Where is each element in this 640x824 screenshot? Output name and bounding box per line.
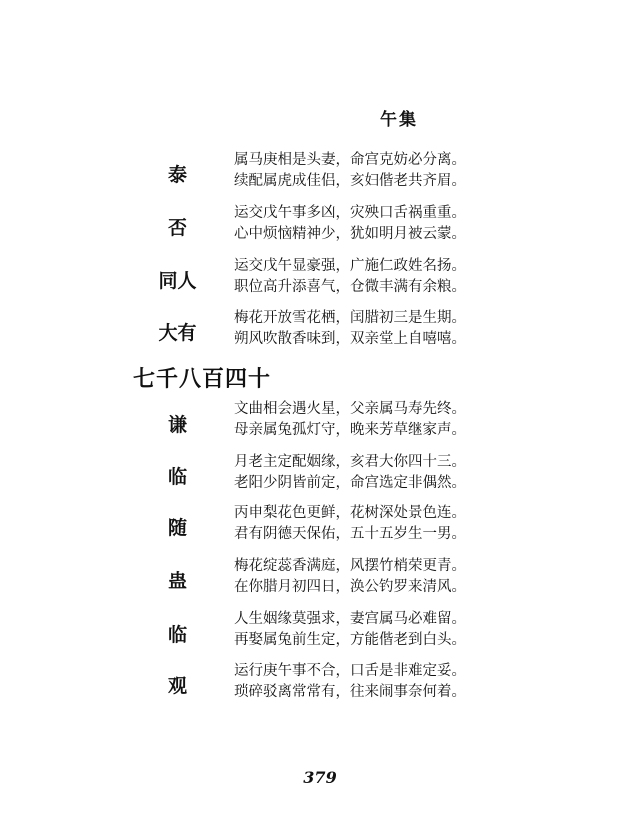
entry-label: 谦 bbox=[167, 414, 187, 436]
verse-line: 运行庚午事不合，口舌是非难定妥。 bbox=[234, 663, 466, 679]
entry-label: 随 bbox=[167, 517, 187, 539]
verse-line: 续配属虎成佳侣，亥妇偕老共齐眉。 bbox=[234, 173, 466, 189]
entry-verse bbox=[234, 609, 466, 651]
verse-line: 梅花开放雪花栖，闰腊初三是生期。 bbox=[234, 310, 466, 326]
verse-line: 人生姻缘莫强求，妻宫属马必难留。 bbox=[234, 611, 466, 627]
entry-label: 大有 bbox=[158, 322, 197, 344]
verse-line: 运交戊午事多凶，灾殃口舌祸重重。 bbox=[234, 205, 466, 221]
verse-line: 琐碎驳离常常有，往来闹事奈何着。 bbox=[234, 684, 466, 700]
entry-label: 临 bbox=[167, 624, 187, 646]
verse-line: 文曲相会遇火星，父亲属马寿先终。 bbox=[234, 401, 466, 417]
entry-verse bbox=[234, 203, 466, 245]
verse-line: 属马庚相是头妻，命宫克妨必分离。 bbox=[234, 152, 466, 168]
entry-verse bbox=[234, 399, 466, 441]
entry-label: 否 bbox=[167, 217, 187, 239]
entry-label: 同人 bbox=[158, 270, 197, 292]
entry-verse bbox=[234, 256, 466, 298]
verse-line: 心中烦恼精神少，犹如明月被云蒙。 bbox=[234, 226, 466, 242]
verse-line: 丙申梨花色更鲜，花树深处景色连。 bbox=[234, 505, 466, 521]
entry-verse bbox=[234, 452, 466, 494]
entry-label: 泰 bbox=[167, 164, 187, 186]
verse-line: 梅花绽蕊香满庭，风摆竹梢荣更青。 bbox=[234, 558, 466, 574]
verse-line: 朔风吹散香味到，双亲堂上自嘻嘻。 bbox=[234, 331, 466, 347]
verse-line: 运交戊午显豪强，广施仁政姓名扬。 bbox=[234, 258, 466, 274]
entry-label: 蛊 bbox=[167, 570, 187, 592]
entry-label: 观 bbox=[167, 675, 187, 697]
verse-line: 君有阴德天保佑，五十五岁生一男。 bbox=[234, 526, 466, 542]
entry-verse bbox=[234, 556, 466, 598]
verse-line: 月老主定配姻缘，亥君大你四十三。 bbox=[234, 454, 466, 470]
entry-verse bbox=[234, 503, 466, 545]
verse-line: 母亲属兔孤灯守，晚来芳草继家声。 bbox=[234, 422, 466, 438]
verse-line: 职位高升添喜气，仓微丰满有余粮。 bbox=[234, 279, 466, 295]
page-number: 379 bbox=[303, 768, 337, 787]
entry-verse bbox=[234, 308, 466, 350]
verse-line: 在你腊月初四日，涣公钓罗来清风。 bbox=[234, 579, 466, 595]
section-title: 七千八百四十 bbox=[133, 366, 272, 392]
entry-verse bbox=[234, 150, 466, 192]
entry-verse bbox=[234, 661, 466, 703]
entry-label: 临 bbox=[167, 466, 187, 488]
verse-line: 再娶属兔前生定，方能偕老到白头。 bbox=[234, 632, 466, 648]
verse-line: 老阳少阴皆前定，命宫选定非偶然。 bbox=[234, 475, 466, 491]
page-header: 午集 bbox=[380, 110, 418, 130]
